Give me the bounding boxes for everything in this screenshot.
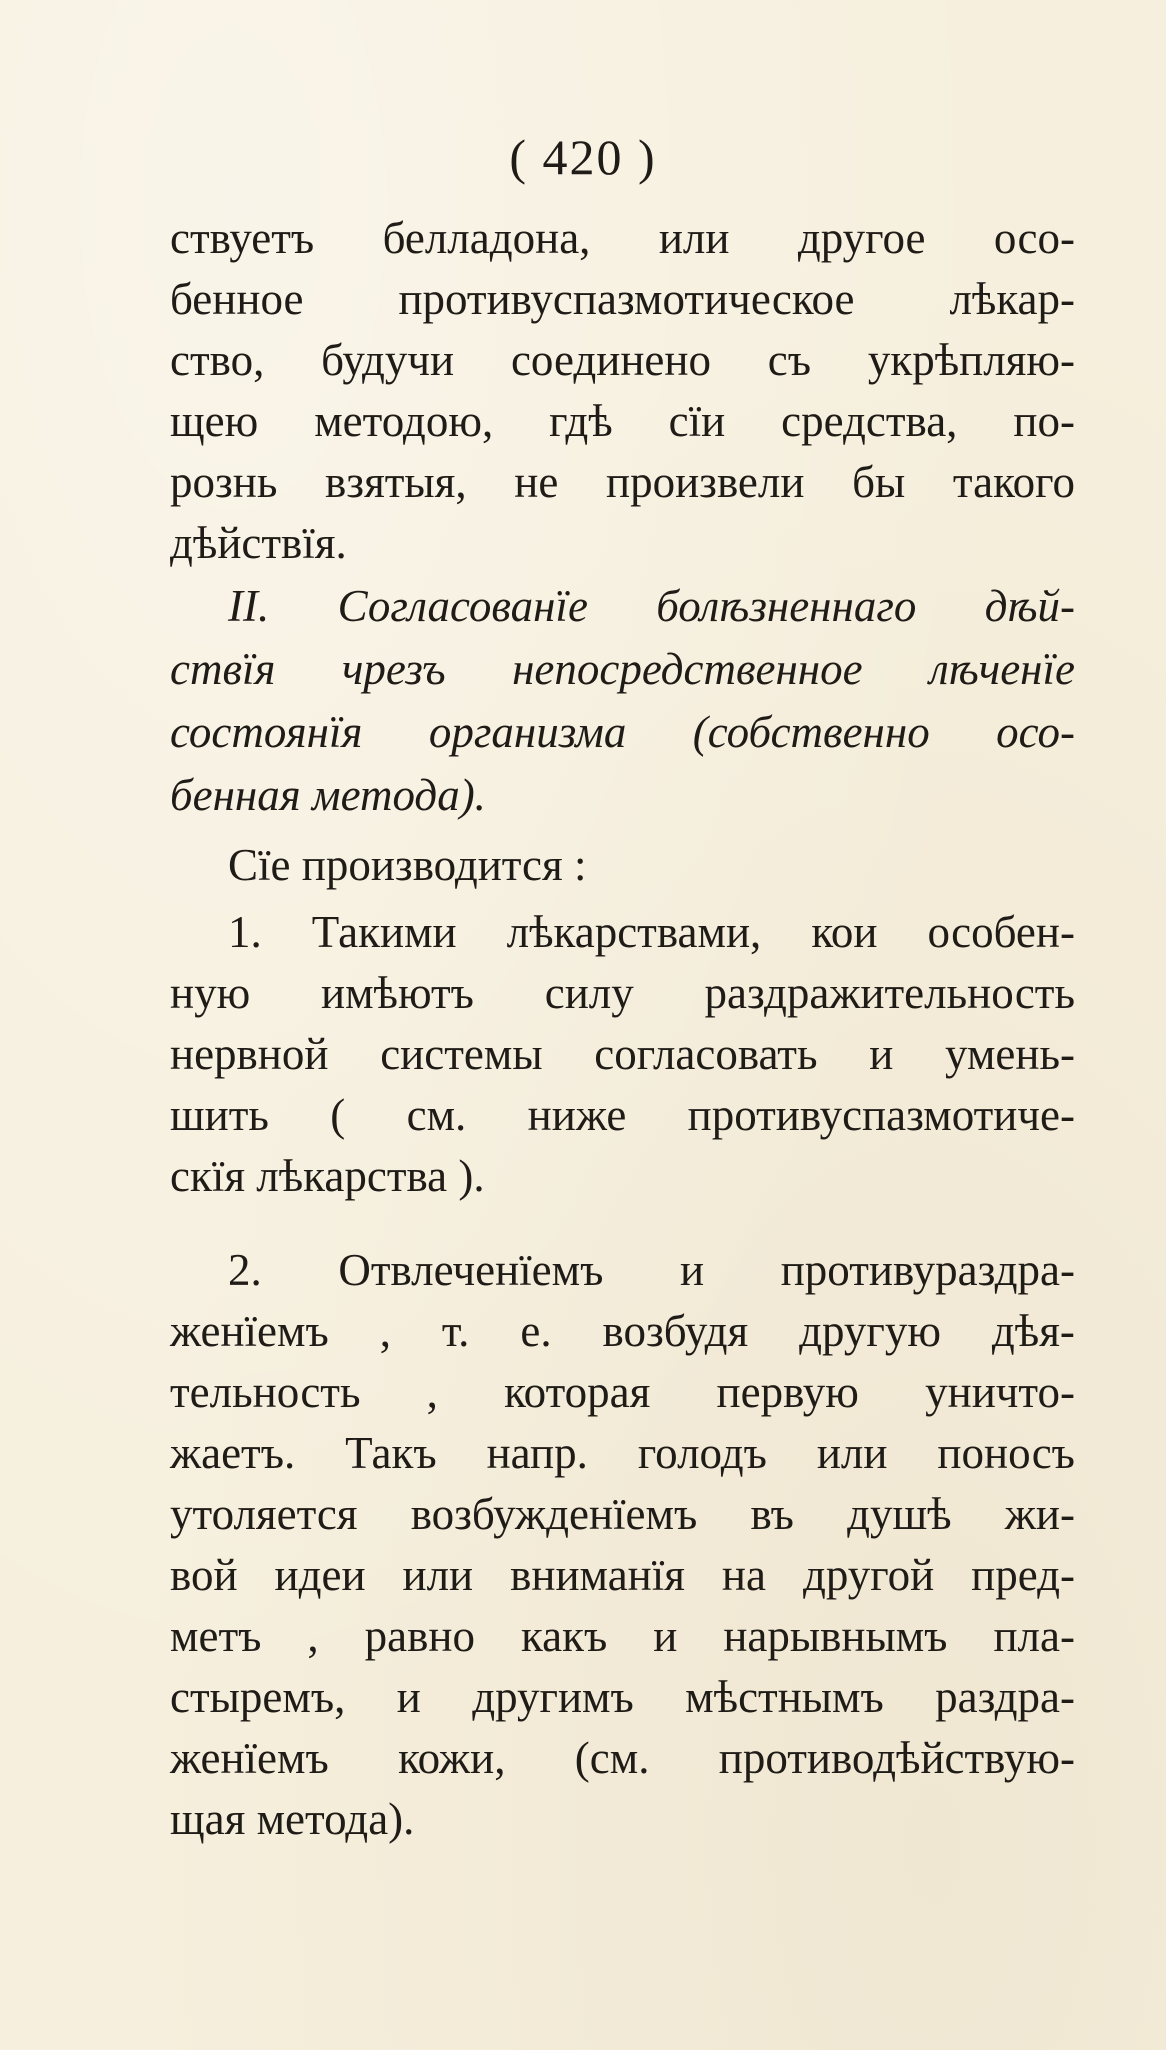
word: и: [680, 1245, 705, 1295]
word: голодъ: [637, 1428, 767, 1478]
word: ствуетъ: [170, 213, 315, 263]
word: которая: [504, 1367, 651, 1417]
word: противодѣйствую-: [718, 1733, 1075, 1783]
word: лѣкар-: [949, 274, 1075, 324]
word: ную: [170, 968, 251, 1018]
text-line: [170, 513, 1075, 574]
word: пред-: [971, 1550, 1075, 1600]
text-line: [170, 1789, 1075, 1850]
word: уничто-: [925, 1367, 1075, 1417]
word: методою,: [314, 396, 494, 446]
paragraph-intro: [170, 835, 1075, 896]
word: ,: [307, 1611, 319, 1661]
word: имѣютъ: [320, 968, 474, 1018]
word: согласовать: [594, 1029, 818, 1079]
heading-line: [170, 575, 1075, 638]
word: возбудя: [602, 1306, 749, 1356]
word: душѣ: [847, 1489, 952, 1539]
word: лѣкарства: [256, 1151, 448, 1201]
word: ,: [426, 1367, 438, 1417]
text-line: [170, 835, 1075, 896]
word: бенная: [170, 770, 301, 820]
word: бы: [852, 457, 906, 507]
word: организма: [428, 707, 627, 757]
word: жаетъ.: [170, 1428, 296, 1478]
word: дѣй-: [984, 581, 1075, 631]
word: 2.: [228, 1245, 262, 1295]
word: противуспазмотиче-: [687, 1090, 1075, 1140]
text-line: [170, 269, 1075, 330]
word: будучи: [321, 335, 455, 385]
word: осо-: [996, 707, 1075, 757]
paragraph-belladonna: [170, 208, 1075, 574]
word: (собственно: [692, 707, 930, 757]
word: первую: [716, 1367, 859, 1417]
word: соединено: [510, 335, 711, 385]
word: Согласованїе: [337, 581, 588, 631]
word: Такими: [311, 907, 457, 957]
word: рознь: [170, 457, 278, 507]
word: по-: [1013, 396, 1075, 446]
word: и: [396, 1672, 421, 1722]
word: силу: [544, 968, 634, 1018]
word: раздражительность: [704, 968, 1075, 1018]
word: или: [816, 1428, 888, 1478]
word: производится: [301, 840, 563, 890]
word: шить: [170, 1090, 269, 1140]
heading-line: [170, 701, 1075, 764]
word: утоляется: [170, 1489, 358, 1539]
word: на: [721, 1550, 766, 1600]
word: вниманїя: [510, 1550, 685, 1600]
word: стыремъ,: [170, 1672, 346, 1722]
paragraph-item-2: [170, 1240, 1075, 1850]
word: системы: [380, 1029, 543, 1079]
word: противуспазмотическое: [398, 274, 855, 324]
word: равно: [364, 1611, 475, 1661]
word: см.: [406, 1090, 467, 1140]
word: противураздра-: [780, 1245, 1075, 1295]
heading-line: [170, 638, 1075, 701]
text-line: [170, 902, 1075, 963]
word: или: [402, 1550, 474, 1600]
word: чрезъ: [341, 644, 446, 694]
word: белладона,: [382, 213, 591, 263]
text-line: [170, 1728, 1075, 1789]
word: состоянїя: [170, 707, 363, 757]
word: вой: [170, 1550, 238, 1600]
paragraph-item-1: [170, 902, 1075, 1207]
word: дѣя-: [991, 1306, 1075, 1356]
word: другую: [799, 1306, 941, 1356]
word: (см.: [574, 1733, 650, 1783]
word: метъ: [170, 1611, 262, 1661]
word: гдѣ: [549, 396, 613, 446]
word: укрѣпляю-: [867, 335, 1075, 385]
word: другой: [802, 1550, 935, 1600]
word: съ: [767, 335, 812, 385]
text-line: [170, 1146, 1075, 1207]
word: напр.: [486, 1428, 588, 1478]
word: женїемъ: [170, 1306, 329, 1356]
word: и: [653, 1611, 678, 1661]
word: дѣйствїя.: [170, 518, 347, 568]
word: какъ: [520, 1611, 608, 1661]
heading-line: [170, 764, 1075, 827]
word: т.: [441, 1306, 470, 1356]
word: другое: [797, 213, 926, 263]
word: нервной: [170, 1029, 329, 1079]
word: въ: [750, 1489, 794, 1539]
word: лѣкарствами,: [506, 907, 762, 957]
word: метода).: [311, 770, 486, 820]
word: кожи,: [398, 1733, 506, 1783]
word: е.: [520, 1306, 552, 1356]
section-heading-II: [170, 575, 1075, 827]
word: идеи: [274, 1550, 366, 1600]
word: ствїя: [170, 644, 276, 694]
word: другимъ: [472, 1672, 634, 1722]
word: ниже: [527, 1090, 627, 1140]
word: поносъ: [937, 1428, 1075, 1478]
text-line: [170, 1484, 1075, 1545]
word: Отвлеченїемъ: [338, 1245, 604, 1295]
word: возбужденїемъ: [410, 1489, 698, 1539]
word: умень-: [945, 1029, 1075, 1079]
word: осо-: [993, 213, 1075, 263]
word: бенное: [170, 274, 304, 324]
word: болѣзненнаго: [656, 581, 917, 631]
word: и: [869, 1029, 894, 1079]
word: женїемъ: [170, 1733, 329, 1783]
word: лѣченїе: [929, 644, 1075, 694]
word: средства,: [781, 396, 958, 446]
text-line: [170, 1024, 1075, 1085]
text-line: [170, 1301, 1075, 1362]
word: щею: [170, 396, 259, 446]
text-line: [170, 1667, 1075, 1728]
word: щая: [170, 1794, 246, 1844]
word: ,: [379, 1306, 391, 1356]
word: непосредственное: [512, 644, 863, 694]
text-line: [170, 1240, 1075, 1301]
word: Сїе: [228, 840, 291, 890]
word: нарывнымъ: [723, 1611, 948, 1661]
word: :: [573, 840, 587, 890]
text-line: [170, 1362, 1075, 1423]
word: пла-: [993, 1611, 1075, 1661]
word: кои: [811, 907, 878, 957]
text-line: [170, 1545, 1075, 1606]
word: метода).: [256, 1794, 415, 1844]
word: жи-: [1004, 1489, 1075, 1539]
text-line: [170, 208, 1075, 269]
word: или: [658, 213, 730, 263]
text-line: [170, 1423, 1075, 1484]
word: мѣстнымъ: [685, 1672, 884, 1722]
text-line: [170, 452, 1075, 513]
word: взятыя,: [325, 457, 467, 507]
word: раздра-: [935, 1672, 1075, 1722]
word: особен-: [927, 907, 1075, 957]
word: скїя: [170, 1151, 246, 1201]
word: Такъ: [345, 1428, 437, 1478]
text-line: [170, 391, 1075, 452]
word: (: [330, 1090, 346, 1140]
word: ).: [458, 1151, 485, 1201]
word: не: [514, 457, 559, 507]
text-line: [170, 330, 1075, 391]
word: II.: [228, 581, 270, 631]
word: произвели: [606, 457, 805, 507]
word: ство,: [170, 335, 265, 385]
page-number: ( 420 ): [509, 129, 657, 185]
word: сїи: [668, 396, 726, 446]
text-line: [170, 1606, 1075, 1667]
word: 1.: [228, 907, 262, 957]
word: тельность: [170, 1367, 361, 1417]
text-line: [170, 963, 1075, 1024]
word: такого: [952, 457, 1075, 507]
text-line: [170, 1085, 1075, 1146]
